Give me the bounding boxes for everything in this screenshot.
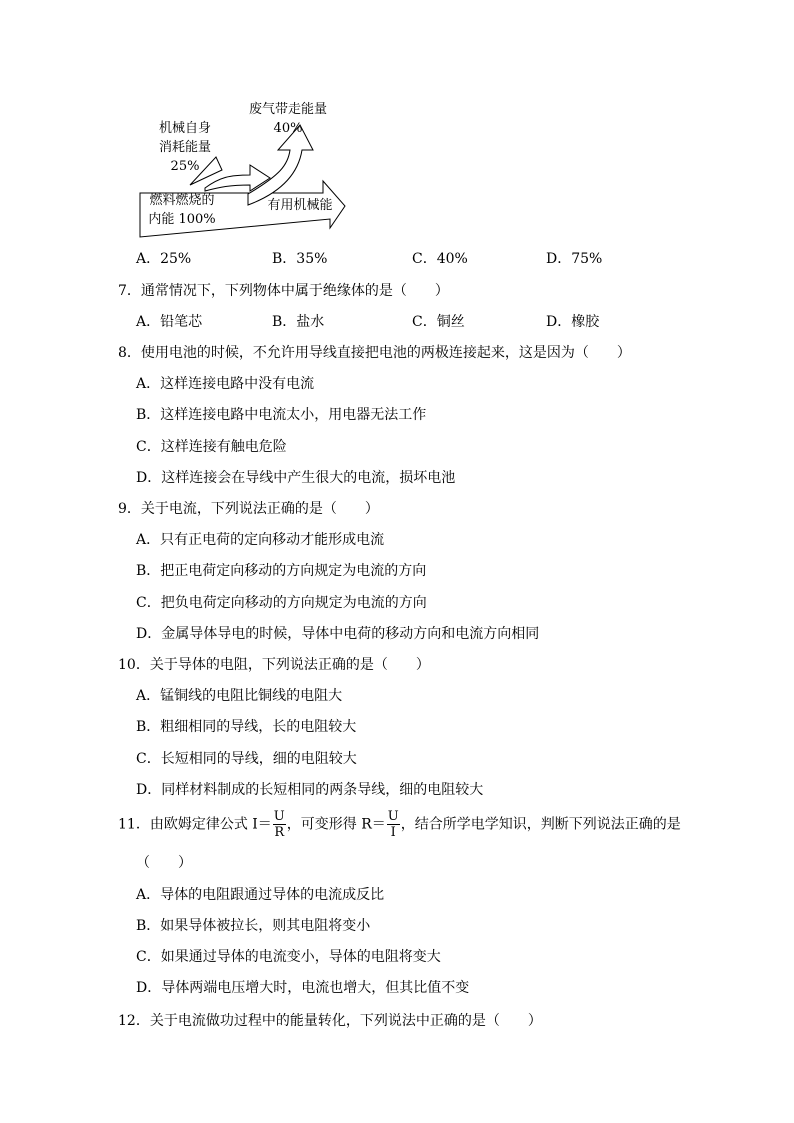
q11-paren: （ ） <box>136 855 192 871</box>
fraction-denominator: R <box>274 825 285 840</box>
mechanical-loss-label <box>150 119 220 176</box>
q6-option-a[interactable]: A．25% <box>136 251 192 267</box>
q9-option-a[interactable]: A．只有正电荷的定向移动才能形成电流 <box>136 532 385 548</box>
q6-option-d[interactable]: D．75% <box>546 251 603 267</box>
q9-stem: 9．关于电流，下列说法正确的是（ ） <box>118 501 379 517</box>
q7-option-b[interactable]: B．盐水 <box>272 314 325 330</box>
q6-option-b[interactable]: B．35% <box>272 251 328 267</box>
fuel-label <box>142 191 222 229</box>
exhaust-label-line2: 40% <box>273 121 303 136</box>
mechanical-loss-line3: 25% <box>170 159 200 174</box>
q7-option-c[interactable]: C．铜丝 <box>412 314 465 330</box>
q10-stem: 10．关于导体的电阻，下列说法正确的是（ ） <box>118 657 430 673</box>
fuel-label-line1: 燃料燃烧的 <box>149 193 215 208</box>
fraction-numerator: U <box>273 809 285 824</box>
formula-u-over-r <box>273 810 286 839</box>
q10-option-d[interactable]: D．同样材料制成的长短相同的两条导线，细的电阻较大 <box>136 782 484 798</box>
q11-stem <box>118 810 681 839</box>
q11-option-b[interactable]: B．如果导体被拉长，则其电阻将变小 <box>136 918 371 934</box>
q11-stem-mid: ，可变形得 R＝ <box>286 816 386 833</box>
q8-option-c[interactable]: C．这样连接有触电危险 <box>136 439 287 455</box>
q12-stem: 12．关于电流做功过程中的能量转化，下列说法中正确的是（ ） <box>118 1013 542 1029</box>
q8-option-a[interactable]: A．这样连接电路中没有电流 <box>136 376 315 392</box>
formula-u-over-i <box>387 810 400 839</box>
mechanical-loss-line1: 机械自身 <box>158 121 211 136</box>
q11-option-c[interactable]: C．如果通过导体的电流变小，导体的电阻将变大 <box>136 949 441 965</box>
useful-label: 有用机械能 <box>267 198 333 213</box>
q8-option-d[interactable]: D．这样连接会在导线中产生很大的电流，损坏电池 <box>136 470 456 486</box>
exhaust-label-line1: 废气带走能量 <box>248 102 327 117</box>
q9-option-b[interactable]: B．把正电荷定向移动的方向规定为电流的方向 <box>136 563 427 579</box>
q10-option-c[interactable]: C．长短相同的导线，细的电阻较大 <box>136 751 357 767</box>
fraction-numerator: U <box>387 809 399 824</box>
q9-option-c[interactable]: C．把负电荷定向移动的方向规定为电流的方向 <box>136 595 427 611</box>
fraction-denominator: I <box>390 825 396 840</box>
mechanical-loss-line2: 消耗能量 <box>158 140 211 155</box>
q11-option-a[interactable]: A．导体的电阻跟通过导体的电流成反比 <box>136 887 385 903</box>
q7-stem: 7．通常情况下，下列物体中属于绝缘体的是（ ） <box>118 283 449 299</box>
q7-option-a[interactable]: A．铅笔芯 <box>136 314 203 330</box>
energy-flow-diagram <box>130 95 360 240</box>
q11-stem-prefix: 11．由欧姆定律公式 I＝ <box>118 816 272 833</box>
q8-option-b[interactable]: B．这样连接电路中电流太小，用电器无法工作 <box>136 407 427 423</box>
fuel-label-line2: 内能 100% <box>148 212 216 227</box>
q9-option-d[interactable]: D．金属导体导电的时候，导体中电荷的移动方向和电流方向相同 <box>136 626 540 642</box>
q10-option-b[interactable]: B．粗细相同的导线，长的电阻较大 <box>136 719 357 735</box>
q8-stem: 8．使用电池的时候，不允许用导线直接把电池的两极连接起来，这是因为（ ） <box>118 345 631 361</box>
q11-stem-suffix: ，结合所学电学知识，判断下列说法正确的是 <box>400 816 681 833</box>
q6-option-c[interactable]: C．40% <box>412 251 468 267</box>
q10-option-a[interactable]: A．锰铜线的电阻比铜线的电阻大 <box>136 688 343 704</box>
q11-option-d[interactable]: D．导体两端电压增大时，电流也增大，但其比值不变 <box>136 980 470 996</box>
q7-option-d[interactable]: D．橡胶 <box>546 314 600 330</box>
exhaust-label <box>238 100 338 138</box>
